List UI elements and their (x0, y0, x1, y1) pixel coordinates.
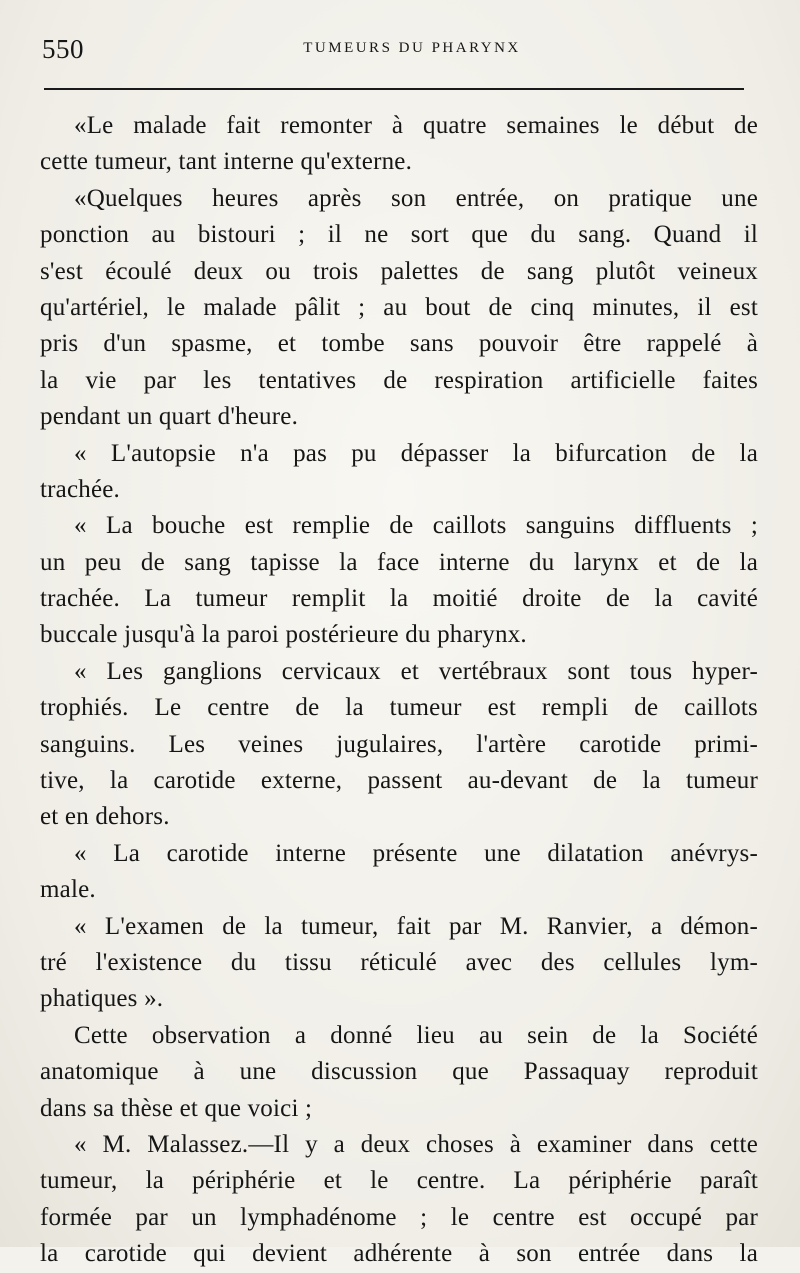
text-line: « L'examen de la tumeur, fait par M. Ranvier, a démon- (74, 912, 758, 940)
text-line: formée par un lymphadénome ; le centre est occupé par (40, 1203, 758, 1231)
text-line: et en dehors. (40, 803, 170, 831)
text-line: pendant un quart d'heure. (40, 403, 299, 431)
text-line: male. (40, 876, 96, 904)
text-line: cette tumeur, tant interne qu'externe. (40, 148, 413, 176)
text-line: « La carotide interne présente une dilatation anévrys- (74, 839, 758, 867)
text-line: phatiques ». (40, 985, 164, 1013)
text-line: la carotide qui devient adhérente à son entrée dans la (40, 1240, 758, 1268)
body-text (40, 108, 758, 1273)
text-line: un peu de sang tapisse la face interne du larynx et de la (40, 548, 758, 576)
text-line: trophiés. Le centre de la tumeur est rempli de caillots (40, 694, 758, 722)
text-line: qu'artériel, le malade pâlit ; au bout de cinq minutes, il est (40, 293, 758, 321)
running-title: TUMEURS DU PHARYNX (303, 40, 521, 56)
text-line: tré l'existence du tissu réticulé avec des cellules lym- (40, 948, 758, 976)
text-line: sanguins. Les veines jugulaires, l'artère carotide primi- (40, 730, 758, 758)
text-line: trachée. La tumeur remplit la moitié droite de la cavité (40, 585, 758, 613)
page-header (42, 34, 744, 68)
text-line: Cette observation a donné lieu au sein de la Société (74, 1021, 758, 1049)
text-line: pris d'un spasme, et tombe sans pouvoir être rappelé à (40, 330, 758, 358)
text-line: «Le malade fait remonter à quatre semaines le début de (74, 112, 758, 139)
text-line: « Les ganglions cervicaux et vertébraux sont tous hyper- (74, 657, 758, 685)
text-line: « M. Malassez.—Il y a deux choses à examiner dans cette (74, 1130, 758, 1158)
text-line: tive, la carotide externe, passent au-devant de la tumeur (40, 767, 758, 795)
text-line: la vie par les tentatives de respiration artificielle faites (40, 366, 758, 394)
text-line: anatomique à une discussion que Passaquay reproduit (40, 1058, 758, 1086)
header-rule (44, 88, 744, 90)
text-line: « L'autopsie n'a pas pu dépasser la bifurcation de la (74, 439, 758, 467)
text-line: s'est écoulé deux ou trois palettes de sang plutôt veineux (40, 257, 758, 285)
text-line: «Quelques heures après son entrée, on pratique une (74, 184, 758, 212)
text-line: tumeur, la périphérie et le centre. La périphérie paraît (40, 1167, 758, 1195)
text-line: dans sa thèse et que voici ; (40, 1094, 313, 1122)
text-line: « La bouche est remplie de caillots sanguins diffluents ; (74, 512, 758, 540)
text-line: ponction au bistouri ; il ne sort que du sang. Quand il (40, 221, 758, 249)
text-line: buccale jusqu'à la paroi postérieure du pharynx. (40, 621, 527, 649)
page-number: 550 (42, 34, 84, 64)
text-line: trachée. (40, 475, 121, 503)
